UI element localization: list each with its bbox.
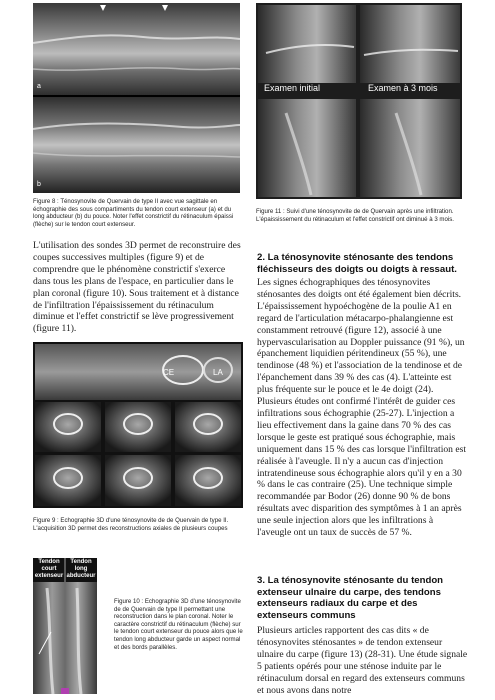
- figure-11-label-3-months: Examen à 3 mois: [368, 83, 438, 93]
- figure-8-image: [33, 3, 240, 193]
- figure-10-image: [33, 558, 97, 694]
- section-2-body: Les signes échographiques des ténosynovites sténosantes des doigts ont été également bien décrits. L'épaississement hypoéchogène de la poulie A1 en regard de l'articulation métacarpo-phalangienne est constamment retrouvé (figure 12), associé à une hypervascularisation au Doppler puissance (91 %), un épanchement liquidien péritendineux (55 %), une tendinose (48 %) et l'association de la tendinose et de l'épanchement dans 39 % des cas (4). L'atteinte est plus fréquente sur le pouce et le 4e doigt (24). Plusieurs études ont confirmé l'intérêt de guider ces infiltrations sous échographie (25-27). L'injection a lieu effectivement dans la gaine dans 70 % des cas lorsque le geste est pratiqué sous échographie, mais uniquement dans 15 % des cas lorsque l'infiltration est réalisée à l'aveugle. Il n'y a aucun cas d'injection intratendineuse sous échographie alors qu'il y en a 30 % dans le cas contraire (25). Une technique simple recommandée par Bodor (26) donne 90 % de bons résultats avec disparition des symptômes à 1 an après une seule injection alors que les infiltrations à l'aveugle ont un taux de succès de 57 %.: [257, 277, 467, 539]
- figure-9-label-la: LA: [213, 368, 223, 377]
- figure-11-image: [256, 3, 462, 199]
- figure-9-ultrasound: [33, 342, 243, 508]
- figure-8-caption: Figure 8 : Ténosynovite de Quervain de type II avec vue sagittale en échographie des sous compartiments du tendon court extenseur (a) et du long abducteur (b) du pouce. Noter l'effet constrictif du rétinaculum épaissi (flèche) sur le tendon court extenseur.: [33, 198, 234, 228]
- figure-11-caption: Figure 11 : Suivi d'une ténosynovite de de Quervain après une infiltration. L'épaississement du rétinaculum et l'effet constrictif ont diminué à 3 mois.: [256, 208, 454, 223]
- section-2-heading: 2. La ténosynovite sténosante des tendons fléchisseurs des doigts ou doigts à ressaut.: [257, 252, 457, 275]
- figure-8-ultrasound: [33, 3, 240, 193]
- figure-11-ultrasound: [256, 3, 462, 199]
- figure-9-label-ce: CE: [163, 368, 175, 377]
- intro-paragraph: L'utilisation des sondes 3D permet de reconstruire des coupes successives multiples (figure 9) et de comprendre que le phénomène constrictif s'exerce dans tous les plans de l'espace, en particulier dans le plan coronal (figure 10). Sous traitement et à distance de l'infiltration l'épaississement du rétinaculum diminue et l'effet constrictif se lève progressivement (figure 11).: [33, 240, 241, 335]
- section-3-heading: 3. La ténosynovite sténosante du tendon extenseur ulnaire du carpe, des tendons extenseurs radiaux du carpe et des extenseurs communs: [257, 575, 444, 621]
- figure-9-image: [33, 342, 243, 508]
- figure-11-label-initial: Examen initial: [264, 83, 321, 93]
- figure-8-label-b: b: [37, 181, 41, 188]
- figure-10-label-short-extensor: Tendon court extenseur: [34, 559, 64, 579]
- figure-10-caption: Figure 10 : Echographie 3D d'une ténosynovite de de Quervain de type II permettant une reconstruction dans le plan coronal. Noter le caractère constrictif du rétinaculum (flèche) sur le tendon court extenseur du pouce alors que le tendon long abducteur garde un aspect normal et des bords parallèles.: [114, 598, 243, 651]
- figure-10-label-long-abductor: Tendon long abducteur: [66, 559, 96, 579]
- figure-9-caption: Figure 9 : Echographie 3D d'une ténosynovite de de Quervain de type II. L'acquisition 3D permet des reconstructions axiales de plusieurs coupes: [33, 517, 229, 532]
- figure-8-label-a: a: [37, 83, 41, 90]
- section-3-body: Plusieurs articles rapportent des cas dits « de ténosynovites sténosantes » de tendon extenseur ulnaire du carpe (figure 13) (28-31). Une étude signale 5 patients opérés pour une sténose induite par le rétinaculum dorsal en regard des extenseurs communs et nous avons dans notre: [257, 625, 468, 696]
